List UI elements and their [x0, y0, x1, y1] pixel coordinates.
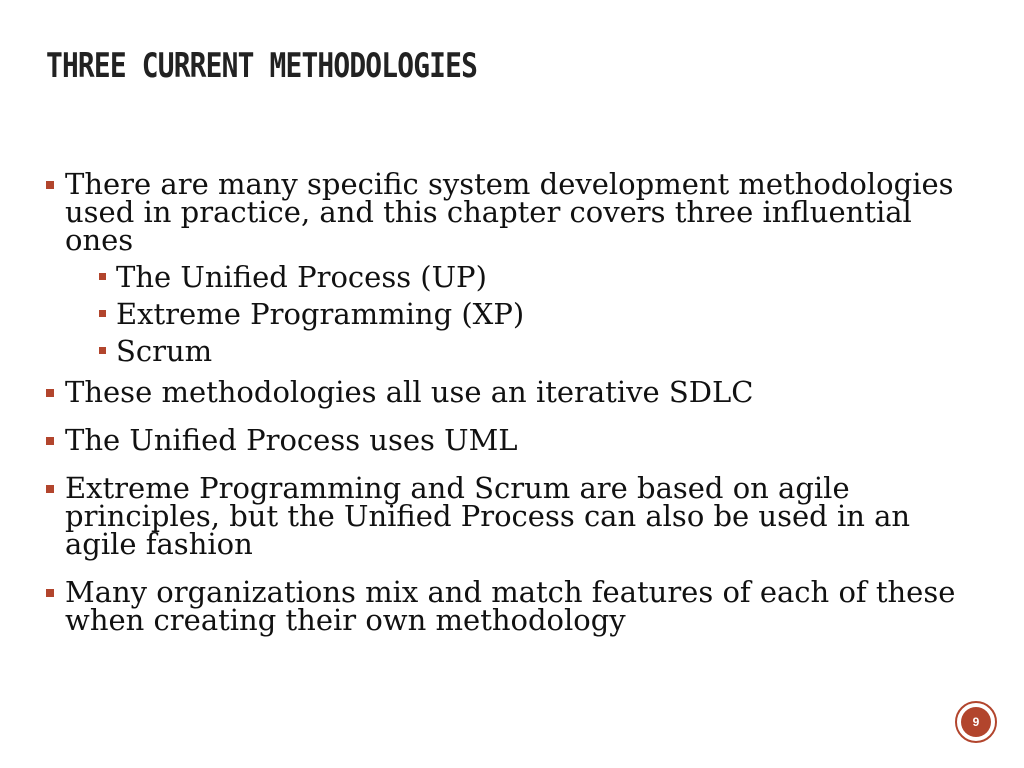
bullet-item: [44, 375, 974, 409]
square-bullet-icon: [46, 437, 54, 445]
square-bullet-icon: [46, 389, 54, 397]
square-bullet-icon: [99, 347, 106, 354]
page-number-badge: [954, 700, 998, 744]
square-bullet-icon: [46, 485, 54, 493]
bullet-item: [44, 167, 974, 368]
sub-bullet-item: [97, 261, 974, 293]
bullet-text: Many organizations mix and match features of each of these when creating their own methodology: [65, 575, 956, 637]
bullet-list: [44, 167, 974, 637]
slide-content: [44, 167, 974, 654]
bullet-text: These methodologies all use an iterative SDLC: [65, 375, 754, 409]
sub-bullet-list: [65, 261, 974, 367]
bullet-text: Extreme Programming and Scrum are based on agile principles, but the Unified Process can also be used in an agile fashion: [65, 471, 911, 561]
square-bullet-icon: [46, 589, 54, 597]
bullet-item: [44, 575, 974, 637]
square-bullet-icon: [99, 310, 106, 317]
sub-bullet-text: The Unified Process (UP): [116, 260, 487, 294]
bullet-text: The Unified Process uses UML: [65, 423, 518, 457]
sub-bullet-item: [97, 298, 974, 330]
slide-title: THREE CURRENT METHODOLOGIES: [46, 46, 478, 86]
page-number: 9: [972, 715, 980, 729]
square-bullet-icon: [46, 181, 54, 189]
bullet-item: [44, 471, 974, 561]
sub-bullet-text: Scrum: [116, 334, 213, 368]
square-bullet-icon: [99, 273, 106, 280]
sub-bullet-text: Extreme Programming (XP): [116, 297, 525, 331]
bullet-item: [44, 423, 974, 457]
sub-bullet-item: [97, 335, 974, 367]
bullet-text: There are many specific system development methodologies used in practice, and this chapter covers three influential ones: [65, 167, 954, 257]
